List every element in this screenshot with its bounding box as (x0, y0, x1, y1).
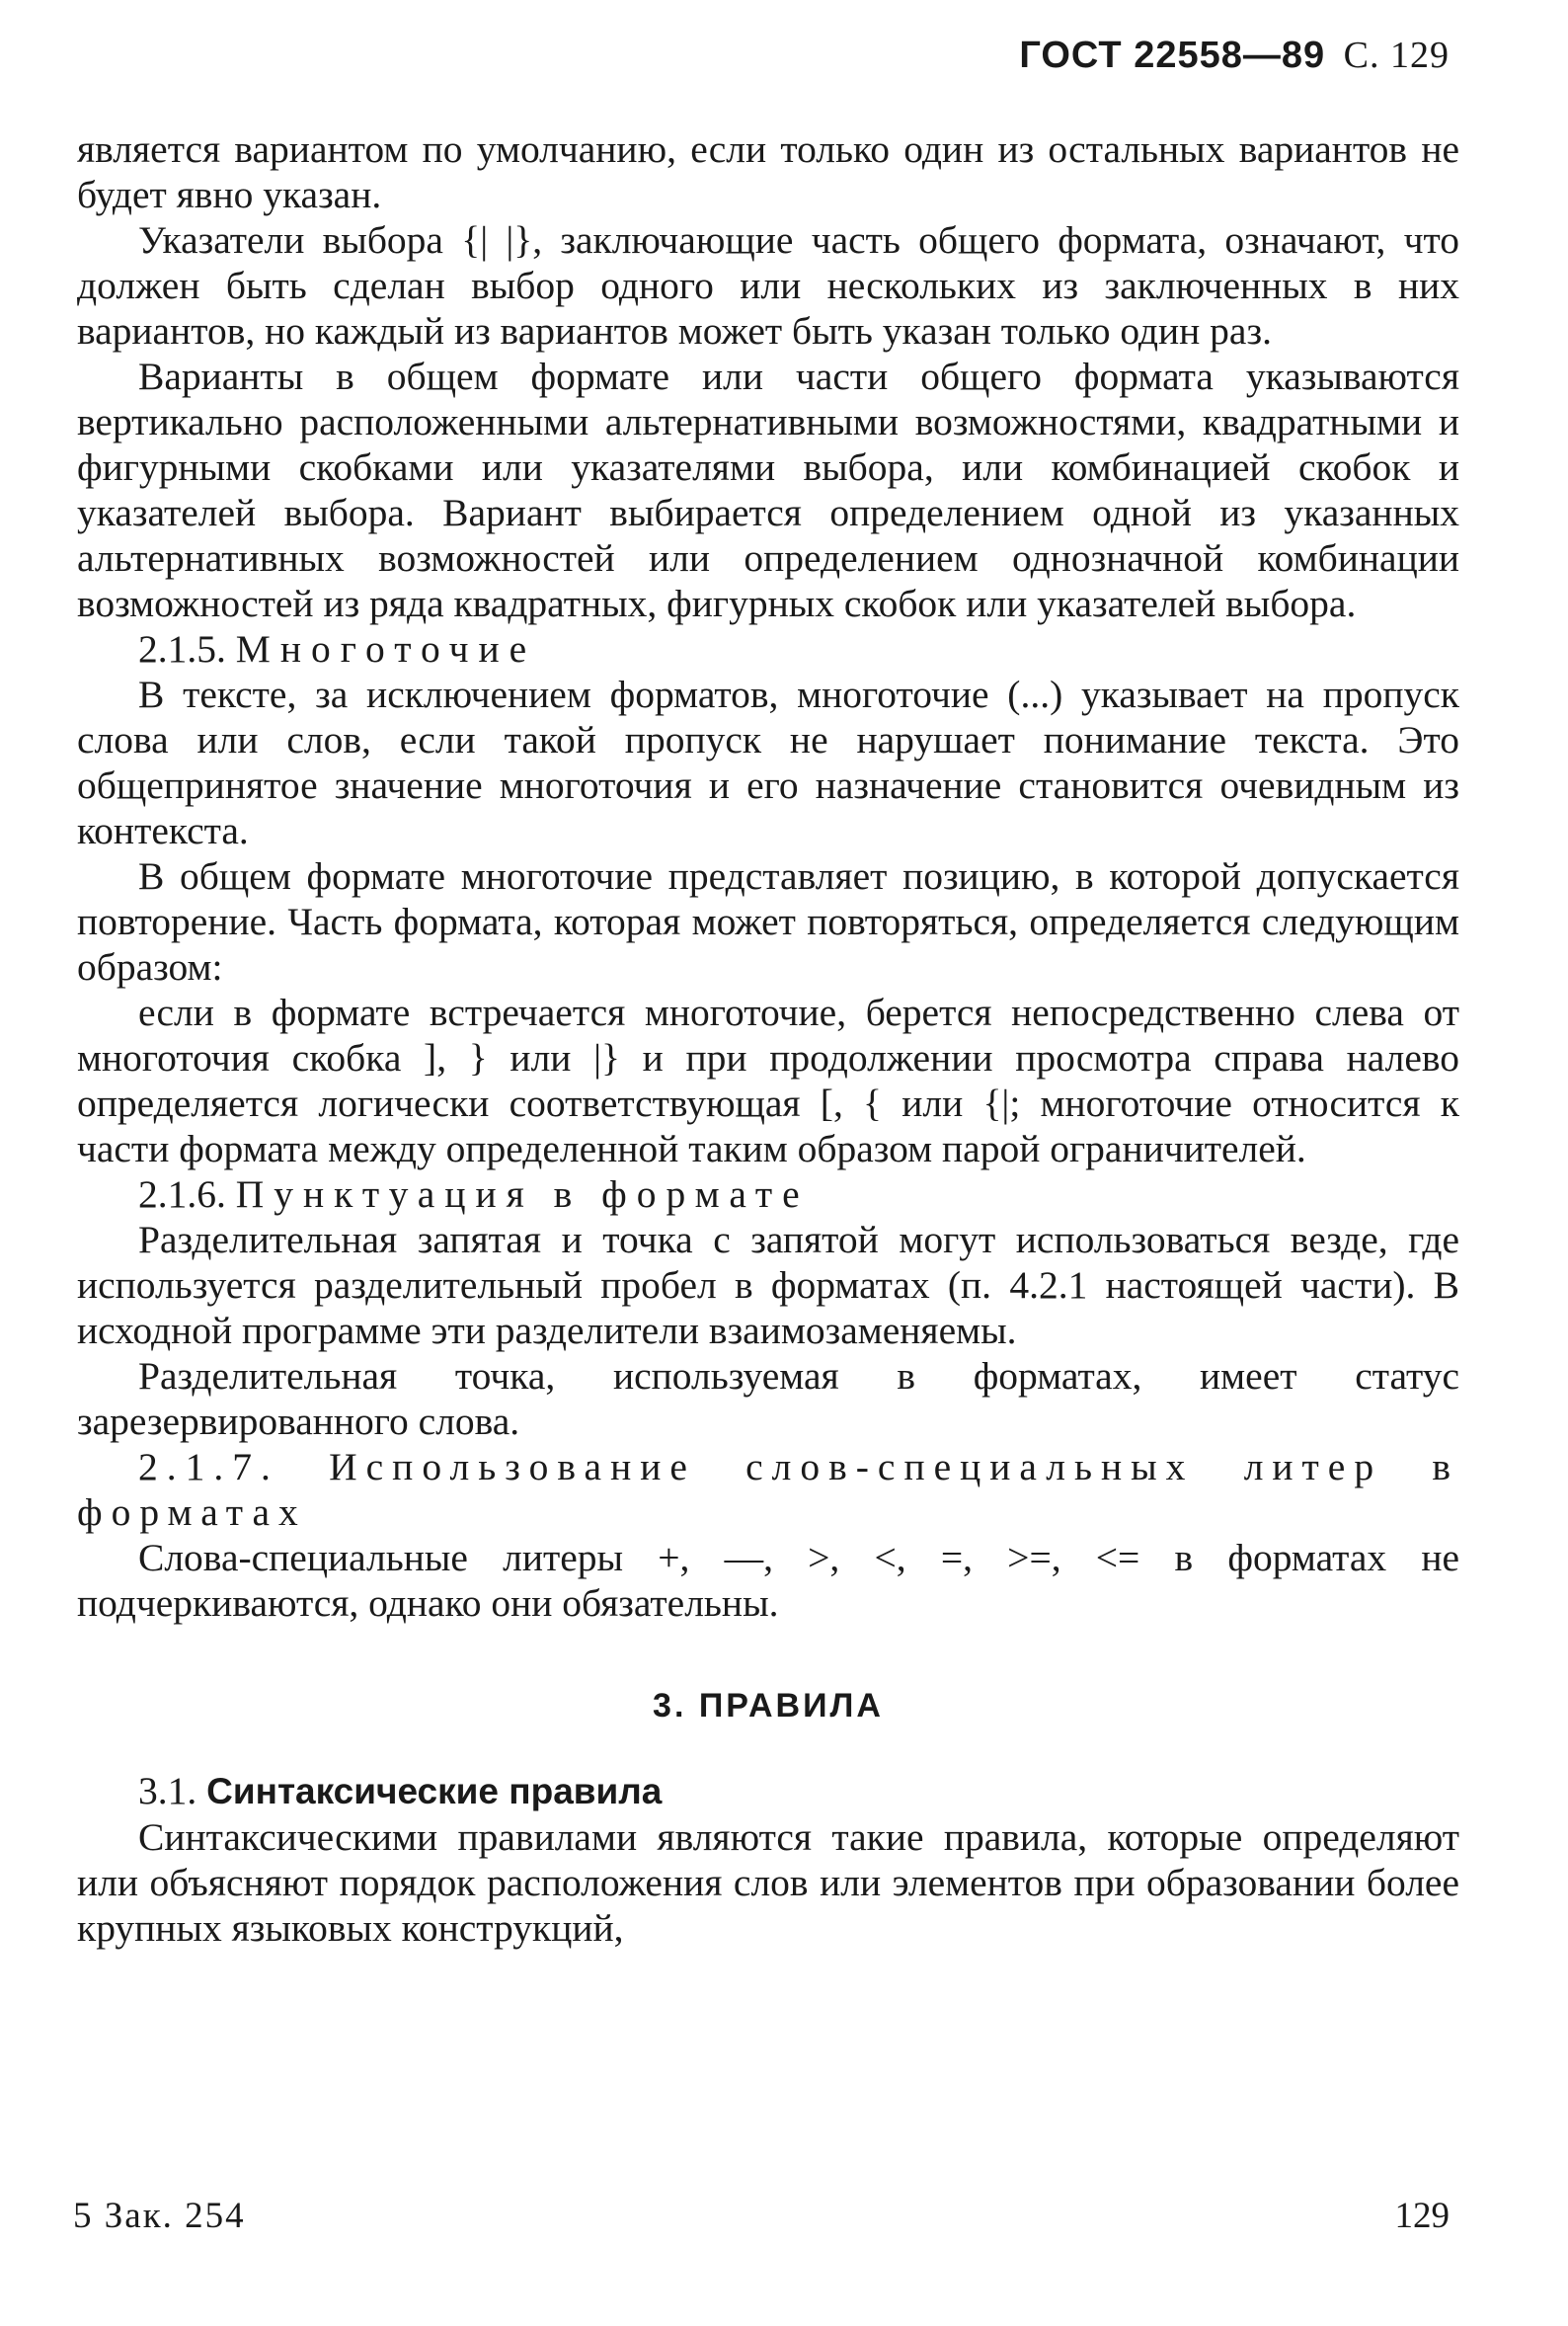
paragraph-4: В тексте, за исключением форматов, многоточие (...) указывает на пропуск слова или слов, если такой пропуск не нарушает понимание текста. Это общепринятое значение многоточия и его назначение становится очевидным из контекста. (77, 673, 1459, 852)
heading-2-1-5-number: 2.1.5. (138, 627, 226, 671)
heading-2-1-5 (77, 626, 1459, 672)
standard-number: ГОСТ 22558—89 (1019, 35, 1326, 76)
body-text (77, 126, 1459, 1951)
heading-2-1-5-title: Многоточие (235, 627, 537, 671)
paragraph-2: Указатели выбора {| |}, заключающие часть общего формата, означают, что должен быть сделан выбор одного или нескольких из заключенных в них вариантов, но каждый из вариантов может быть указан только один раз. (77, 218, 1459, 353)
page-label: С. 129 (1343, 35, 1450, 76)
paragraph-8: Разделительная точка, используемая в форматах, имеет статус зарезервированного слова. (77, 1354, 1459, 1443)
paragraph-6: если в формате встречается многоточие, берется непосредственно слева от многоточия скобка ], } или |} и при продолжении просмотра справа налево определяется логически соответствующая [, { или {|; многоточие относится к части формата между определенной таким образом парой ограничителей. (77, 991, 1459, 1170)
heading-3-1-title: Синтаксические правила (206, 1771, 663, 1811)
heading-3-1-number: 3.1. (138, 1769, 197, 1812)
footer-page-number: 129 (1394, 2196, 1450, 2236)
section-3-title: 3. ПРАВИЛА (653, 1687, 884, 1724)
heading-2-1-7: 2.1.7. Использование слов-специальных литер в форматах (77, 1445, 1459, 1534)
footer-order-number: 5 Зак. 254 (73, 2196, 246, 2236)
paragraph-1: является вариантом по умолчанию, если только один из остальных вариантов не будет явно указан. (77, 127, 1459, 216)
heading-2-1-6 (77, 1171, 1459, 1217)
paragraph-10: Синтаксическими правилами являются такие правила, которые определяют или объясняют порядок расположения слов или элементов при образовании более крупных языковых конструкций, (77, 1815, 1459, 1950)
paragraph-7: Разделительная запятая и точка с запятой могут использоваться везде, где используется разделительный пробел в форматах (п. 4.2.1 настоящей части). В исходной программе эти разделители взаимозаменяемы. (77, 1218, 1459, 1352)
paragraph-9: Слова-специальные литеры +, —, >, <, =, >=, <= в форматах не подчеркиваются, однако они обязательны. (77, 1536, 1459, 1625)
paragraph-5: В общем формате многоточие представляет позицию, в которой допускается повторение. Часть формата, которая может повторяться, определяется следующим образом: (77, 854, 1459, 989)
paragraph-3: Варианты в общем формате или части общего формата указываются вертикально расположенными альтернативными возможностями, квадратными и фигурными скобками или указателями выбора, или комбинацией скобок и указателей выбора. Вариант выбирается определением одной из указанных альтернативных возможностей или определением однозначной комбинации возможностей из ряда квадратных, фигурных скобок или указателей выбора. (77, 355, 1459, 625)
heading-2-1-6-number: 2.1.6. (138, 1172, 226, 1216)
running-header (1019, 34, 1450, 77)
heading-3-1 (77, 1768, 1459, 1814)
heading-2-1-6-title: Пунктуация в формате (235, 1172, 810, 1216)
